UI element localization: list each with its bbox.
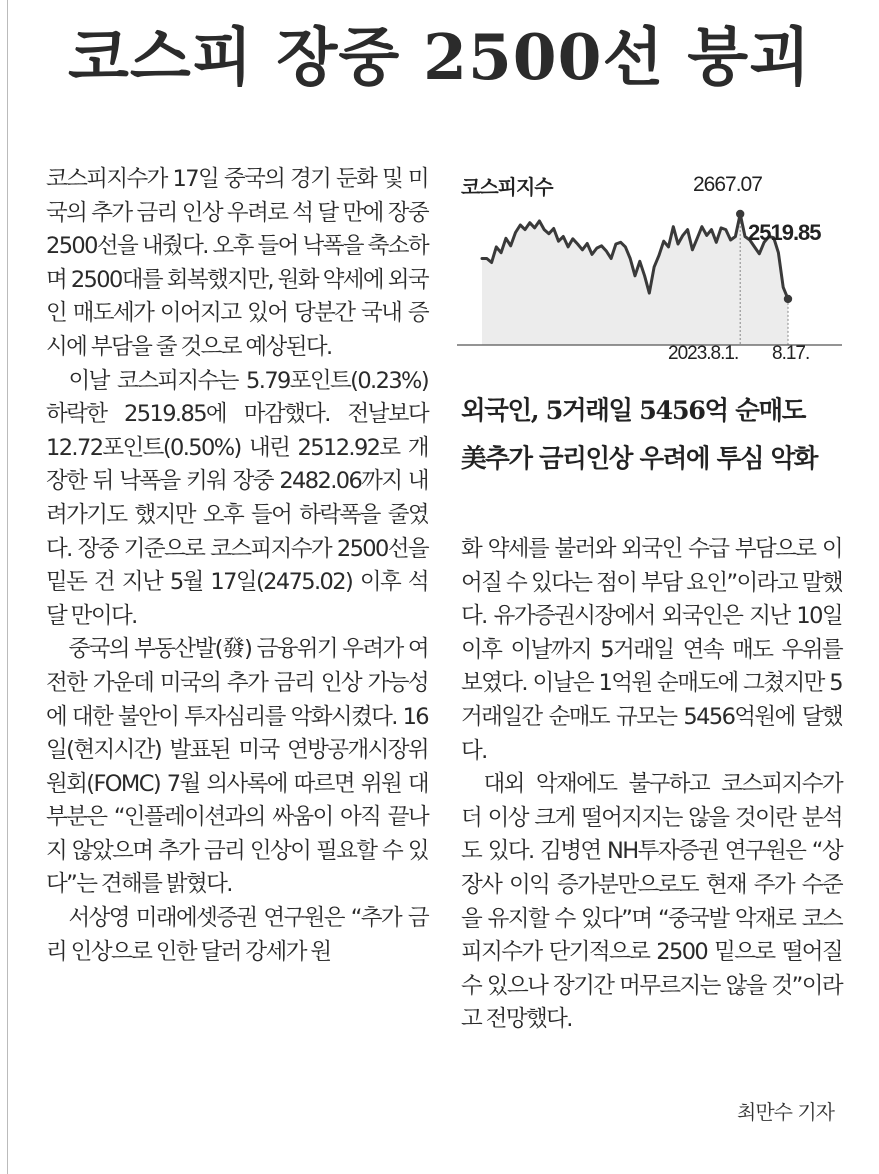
paragraph: 화 약세를 불러와 외국인 수급 부담으로 이어질 수 있다는 점이 부담 요인”이라고 말했다. 유가증권시장에서 외국인은 지난 10일 이후 이날까지 5거래일 연속 매도 우위를 보였다. 이날은 1억원 순매도에 그쳤지만 5거래일간 순매도 규모는 5456억원에 달했다. (461, 536, 842, 764)
last-value-label: 2519.85 (748, 220, 821, 245)
paragraph: 대외 악재에도 불구하고 코스피지수가 더 이상 크게 떨어지지는 않을 것이란 분석도 있다. 김병연 NH투자증권 연구원은 “상장사 이익 증가분만으로도 현재 주가 수준을 유지할 수 있다”며 “중국발 악재로 코스피지수가 단기적으로 2500 밑으로 떨어질 수 있으나 장기간 머무르지는 않을 것”이라고 전망했다. (461, 771, 842, 1033)
byline: 최만수 기자 (737, 1100, 834, 1124)
peak-value-label: 2667.07 (693, 173, 762, 196)
x-tick-label: 8.17. (772, 343, 810, 364)
area-fill (482, 214, 788, 345)
column-rule (7, 0, 8, 1174)
kospi-chart (457, 165, 842, 370)
chart-title: 코스피지수 (461, 175, 553, 199)
subheadline: 美추가 금리인상 우려에 투심 악화 (461, 444, 818, 474)
paragraph: 이날 코스피지수는 5.79포인트(0.23%) 하락한 2519.85에 마감했다. 전날보다 12.72포인트(0.50%) 내린 2512.92로 개장한 뒤 낙폭을 키워 장중 2482.06까지 내려가기도 했지만 오후 들어 하락폭을 줄였다. 장중 기준으로 코스피지수가 2500선을 밑돈 건 지난 5월 17일(2475.02) 이후 석 달 만이다. (46, 367, 428, 629)
headline: 코스피 장중 2500선 붕괴 (67, 20, 811, 94)
annotated-point (736, 210, 744, 218)
x-tick-label: 2023.8.1. (668, 343, 739, 364)
annotated-point (784, 295, 792, 303)
article-column-left (46, 163, 428, 969)
paragraph: 코스피지수가 17일 중국의 경기 둔화 및 미국의 추가 금리 인상 우려로 석 달 만에 장중 2500선을 내줬다. 오후 들어 낙폭을 축소하며 2500대를 회복했지만, 원화 약세에 외국인 매도세가 이어지고 있어 당분간 국내 증시에 부담을 줄 것으로 예상된다. (46, 166, 428, 360)
paragraph: 중국의 부동산발(發) 금융위기 우려가 여전한 가운데 미국의 추가 금리 인상 가능성에 대한 불안이 투자심리를 악화시켰다. 16일(현지시간) 발표된 미국 연방공개시장위원회(FOMC) 7월 의사록에 따르면 위원 대부분은 “인플레이션과의 싸움이 아직 끝나지 않았으며 추가 금리 인상이 필요할 수 있다”는 견해를 밝혔다. (46, 636, 428, 898)
paragraph: 서상영 미래에셋증권 연구원은 “추가 금리 인상으로 인한 달러 강세가 원 (46, 905, 428, 965)
subheadline: 외국인, 5거래일 5456억 순매도 (461, 396, 805, 426)
article-column-right (461, 533, 842, 1037)
